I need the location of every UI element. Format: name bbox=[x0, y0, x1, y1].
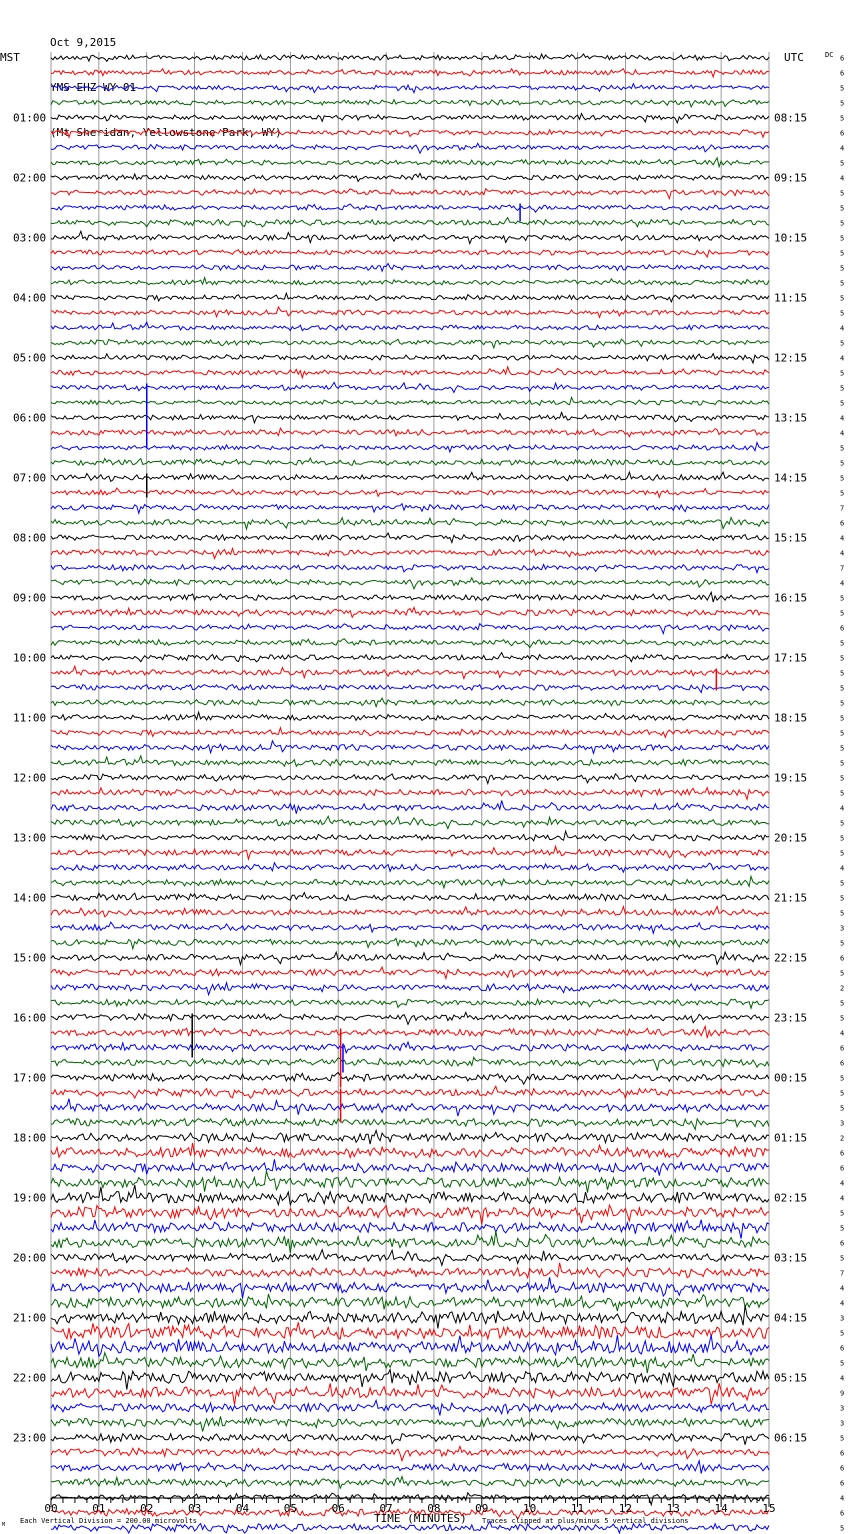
x-tick-label: 05 bbox=[283, 1502, 297, 1515]
trace-line bbox=[51, 1073, 769, 1085]
trace-line bbox=[51, 846, 769, 859]
hour-label-right: 11:15 bbox=[774, 291, 808, 305]
trace-line bbox=[51, 666, 769, 678]
dc-value: 4 bbox=[840, 354, 845, 363]
dc-value: 5 bbox=[840, 969, 845, 978]
trace-line bbox=[51, 1159, 769, 1175]
x-tick-label: 15 bbox=[762, 1502, 776, 1515]
dc-value: 5 bbox=[840, 114, 845, 123]
hour-label-right: 10:15 bbox=[774, 231, 808, 245]
dc-value: 4 bbox=[840, 144, 845, 153]
dc-value: 6 bbox=[840, 954, 845, 963]
trace-line bbox=[51, 84, 769, 93]
x-tick-label: 09 bbox=[475, 1502, 489, 1515]
trace-line bbox=[51, 922, 769, 933]
dc-value: 4 bbox=[840, 414, 845, 423]
trace-line bbox=[51, 1057, 769, 1070]
hour-label-right: 23:15 bbox=[774, 1011, 808, 1025]
x-tick-label: 03 bbox=[187, 1502, 202, 1515]
hour-label-right: 00:15 bbox=[774, 1071, 808, 1085]
hour-label-right: 01:15 bbox=[774, 1131, 808, 1145]
dc-value: 6 bbox=[840, 1239, 845, 1248]
x-tick-label: 04 bbox=[235, 1502, 250, 1515]
dc-value: 5 bbox=[840, 1329, 845, 1338]
dc-value: 6 bbox=[840, 1479, 845, 1488]
trace-line bbox=[51, 565, 769, 573]
trace-line bbox=[51, 518, 769, 529]
dc-label: DC bbox=[825, 51, 834, 59]
trace-line bbox=[51, 443, 769, 453]
dc-value: 4 bbox=[840, 174, 845, 183]
hour-label-left: 23:00 bbox=[13, 1431, 47, 1445]
dc-value: 6 bbox=[840, 1509, 845, 1518]
dc-value: 6 bbox=[840, 1464, 845, 1473]
hour-label-right: 19:15 bbox=[774, 771, 808, 785]
x-axis-title: TIME (MINUTES) bbox=[374, 1512, 467, 1525]
hour-label-left: 14:00 bbox=[13, 891, 47, 905]
dc-value: 5 bbox=[840, 789, 845, 798]
dc-value: 4 bbox=[840, 1029, 845, 1038]
trace-line bbox=[51, 639, 769, 648]
dc-value: 5 bbox=[840, 879, 845, 888]
trace-line bbox=[51, 1433, 769, 1445]
hour-label-right: 15:15 bbox=[774, 531, 808, 545]
dc-value: 5 bbox=[840, 309, 845, 318]
trace-line bbox=[51, 893, 769, 901]
hour-label-right: 18:15 bbox=[774, 711, 808, 725]
trace-line bbox=[51, 1477, 769, 1489]
hour-label-right: 17:15 bbox=[774, 651, 808, 665]
dc-value: 5 bbox=[840, 279, 845, 288]
trace-line bbox=[51, 1231, 769, 1253]
dc-value: 5 bbox=[840, 999, 845, 1008]
dc-value: 6 bbox=[840, 1059, 845, 1068]
trace-line bbox=[51, 1277, 769, 1298]
hour-label-right: 20:15 bbox=[774, 831, 808, 845]
trace-group bbox=[51, 54, 769, 1534]
hour-label-left: 21:00 bbox=[13, 1311, 47, 1325]
trace-line bbox=[51, 114, 769, 123]
dc-value: 6 bbox=[840, 1164, 845, 1173]
trace-line bbox=[51, 1446, 769, 1460]
trace-line bbox=[51, 278, 769, 286]
dc-value: 5 bbox=[840, 219, 845, 228]
trace-line bbox=[51, 354, 769, 363]
dc-value: 6 bbox=[840, 519, 845, 528]
hour-label-left: 09:00 bbox=[13, 591, 47, 605]
x-tick-label: 07 bbox=[379, 1502, 393, 1515]
dc-value: 7 bbox=[840, 564, 845, 573]
dc-value: 5 bbox=[840, 1074, 845, 1083]
hour-label-right: 12:15 bbox=[774, 351, 808, 365]
hour-label-right: 14:15 bbox=[774, 471, 808, 485]
hour-label-left: 10:00 bbox=[13, 651, 47, 665]
trace-line bbox=[51, 1012, 769, 1024]
trace-line bbox=[51, 1026, 769, 1038]
dc-value: 4 bbox=[840, 534, 845, 543]
trace-line bbox=[51, 907, 769, 917]
dc-value: 5 bbox=[840, 159, 845, 168]
hour-label-left: 16:00 bbox=[13, 1011, 47, 1025]
dc-value: 7 bbox=[840, 1269, 845, 1278]
trace-line bbox=[51, 712, 769, 720]
dc-value: 5 bbox=[840, 654, 845, 663]
dc-value: 5 bbox=[840, 744, 845, 753]
dc-value: 4 bbox=[840, 549, 845, 558]
trace-line bbox=[51, 1294, 769, 1311]
dc-value: 2 bbox=[840, 984, 845, 993]
hour-label-left: 02:00 bbox=[13, 171, 47, 185]
hour-label-left: 04:00 bbox=[13, 291, 47, 305]
dc-value: 5 bbox=[840, 234, 845, 243]
dc-value: 5 bbox=[840, 489, 845, 498]
trace-line bbox=[51, 999, 769, 1008]
trace-line bbox=[51, 264, 769, 272]
dc-value: 4 bbox=[840, 429, 845, 438]
trace-line bbox=[51, 741, 769, 754]
dc-value: 4 bbox=[840, 1179, 845, 1188]
dc-value: 5 bbox=[840, 1524, 845, 1533]
x-tick-label: 13 bbox=[666, 1502, 680, 1515]
trace-line bbox=[51, 69, 769, 77]
hour-label-right: 13:15 bbox=[774, 411, 808, 425]
dc-value: 4 bbox=[840, 1374, 845, 1383]
trace-line bbox=[51, 756, 769, 766]
dc-value: 3 bbox=[840, 1419, 845, 1428]
dc-value: 5 bbox=[840, 819, 845, 828]
trace-line bbox=[51, 1205, 769, 1224]
trace-line bbox=[51, 307, 769, 317]
trace-line bbox=[51, 533, 769, 543]
hour-label-left: 05:00 bbox=[13, 351, 47, 365]
dc-value: 5 bbox=[840, 84, 845, 93]
trace-line bbox=[51, 1143, 769, 1158]
dc-value: 5 bbox=[840, 1434, 845, 1443]
dc-value: 4 bbox=[840, 324, 845, 333]
dc-value: 5 bbox=[840, 594, 845, 603]
dc-value: 5 bbox=[840, 849, 845, 858]
dc-value: 5 bbox=[840, 729, 845, 738]
hour-label-right: 22:15 bbox=[774, 951, 808, 965]
station-code: YMS EHZ WY 01 bbox=[50, 81, 137, 94]
hour-label-right: 02:15 bbox=[774, 1191, 808, 1205]
dc-value: 5 bbox=[840, 774, 845, 783]
trace-line bbox=[51, 698, 769, 707]
hour-label-left: 07:00 bbox=[13, 471, 47, 485]
trace-line bbox=[51, 472, 769, 481]
left-timezone-label: MST bbox=[0, 51, 20, 64]
hour-label-left: 01:00 bbox=[13, 111, 47, 125]
dc-value: 5 bbox=[840, 714, 845, 723]
trace-line bbox=[51, 1263, 769, 1278]
dc-value: 5 bbox=[840, 444, 845, 453]
trace-line bbox=[51, 367, 769, 378]
trace-line bbox=[51, 983, 769, 995]
trace-line bbox=[51, 774, 769, 784]
hour-label-left: 19:00 bbox=[13, 1191, 47, 1205]
trace-line bbox=[51, 876, 769, 888]
hour-label-left: 17:00 bbox=[13, 1071, 47, 1085]
hour-label-left: 11:00 bbox=[13, 711, 47, 725]
dc-value: 5 bbox=[840, 669, 845, 678]
dc-value: 5 bbox=[840, 384, 845, 393]
dc-value: 7 bbox=[840, 504, 845, 513]
minute-grid bbox=[51, 52, 769, 1498]
dc-value: 5 bbox=[840, 1359, 845, 1368]
dc-value: 5 bbox=[840, 759, 845, 768]
dc-value: 6 bbox=[840, 54, 845, 63]
dc-value: 5 bbox=[840, 1014, 845, 1023]
trace-line bbox=[51, 685, 769, 693]
dc-value: 6 bbox=[840, 129, 845, 138]
hour-label-left: 08:00 bbox=[13, 531, 47, 545]
trace-line bbox=[51, 382, 769, 392]
trace-line bbox=[51, 1099, 769, 1116]
x-tick-label: 12 bbox=[618, 1502, 633, 1515]
dc-value: 5 bbox=[840, 1209, 845, 1218]
dc-value: 5 bbox=[840, 609, 845, 618]
trace-line bbox=[51, 831, 769, 841]
dc-value: 9 bbox=[840, 1389, 845, 1398]
trace-line bbox=[51, 100, 769, 107]
dc-value: 2 bbox=[840, 1134, 845, 1143]
trace-line bbox=[51, 231, 769, 243]
hour-label-left: 18:00 bbox=[13, 1131, 47, 1145]
dc-value: 5 bbox=[840, 834, 845, 843]
trace-line bbox=[51, 204, 769, 212]
trace-line bbox=[51, 1400, 769, 1415]
chart-date: Oct 9,2015 bbox=[50, 36, 117, 49]
trace-line bbox=[51, 1250, 769, 1266]
trace-line bbox=[51, 1322, 769, 1339]
hour-label-right: 09:15 bbox=[774, 171, 808, 185]
trace-line bbox=[51, 54, 769, 61]
trace-line bbox=[51, 863, 769, 872]
dc-value: 4 bbox=[840, 864, 845, 873]
x-tick-label: 14 bbox=[714, 1502, 728, 1515]
dc-value: 4 bbox=[840, 1194, 845, 1203]
dc-value: 6 bbox=[840, 1044, 845, 1053]
trace-line bbox=[51, 1220, 769, 1239]
trace-line bbox=[51, 1353, 769, 1373]
dc-value: 6 bbox=[840, 1344, 845, 1353]
trace-line bbox=[51, 488, 769, 497]
dc-value: 4 bbox=[840, 804, 845, 813]
trace-line bbox=[51, 1042, 769, 1053]
trace-line bbox=[51, 967, 769, 978]
trace-line bbox=[51, 322, 769, 331]
hour-label-right: 21:15 bbox=[774, 891, 808, 905]
trace-line bbox=[51, 607, 769, 617]
trace-line bbox=[51, 952, 769, 965]
dc-value: 5 bbox=[840, 204, 845, 213]
dc-value: 5 bbox=[840, 249, 845, 258]
hour-label-left: 13:00 bbox=[13, 831, 47, 845]
dc-value: 5 bbox=[840, 339, 845, 348]
dc-value: 5 bbox=[840, 699, 845, 708]
dc-value: 5 bbox=[840, 909, 845, 918]
trace-line bbox=[51, 143, 769, 153]
trace-line bbox=[51, 412, 769, 423]
trace-line bbox=[51, 728, 769, 738]
trace-line bbox=[51, 218, 769, 227]
trace-line bbox=[51, 397, 769, 405]
dc-value: 4 bbox=[840, 1299, 845, 1308]
dc-value: 5 bbox=[840, 399, 845, 408]
dc-value: 5 bbox=[840, 99, 845, 108]
hour-label-right: 04:15 bbox=[774, 1311, 808, 1325]
hour-label-right: 08:15 bbox=[774, 111, 808, 125]
hour-label-left: 06:00 bbox=[13, 411, 47, 425]
trace-line bbox=[51, 801, 769, 814]
x-tick-label: 11 bbox=[570, 1502, 585, 1515]
trace-line bbox=[51, 1370, 769, 1390]
dc-value: 5 bbox=[840, 1254, 845, 1263]
hour-label-left: 03:00 bbox=[13, 231, 47, 245]
dc-value: 3 bbox=[840, 1119, 845, 1128]
dc-value: 6 bbox=[840, 624, 845, 633]
vertical-division-note: Each Vertical Division = 200.00 microvolts bbox=[20, 1517, 198, 1525]
dc-value: 5 bbox=[840, 894, 845, 903]
dc-value: 3 bbox=[840, 924, 845, 933]
hour-label-right: 06:15 bbox=[774, 1431, 808, 1445]
trace-line bbox=[51, 1119, 769, 1130]
x-tick-label: 06 bbox=[331, 1502, 345, 1515]
trace-line bbox=[51, 1130, 769, 1144]
clip-note: Traces clipped at plus/minus 5 vertical divisions bbox=[482, 1517, 689, 1525]
trace-line bbox=[51, 1335, 769, 1356]
dc-value: 5 bbox=[840, 459, 845, 468]
station-location: (Mt Sheridan, Yellowstone Park, WY) bbox=[50, 126, 282, 139]
trace-line bbox=[51, 653, 769, 662]
trace-line bbox=[51, 1383, 769, 1405]
dc-value: 3 bbox=[840, 1404, 845, 1413]
dc-value: 5 bbox=[840, 1224, 845, 1233]
hour-label-left: 20:00 bbox=[13, 1251, 47, 1265]
trace-line bbox=[51, 1305, 769, 1328]
trace-line bbox=[51, 816, 769, 828]
x-tick-label: 02 bbox=[140, 1502, 154, 1515]
dc-value: 5 bbox=[840, 294, 845, 303]
dc-value: 5 bbox=[840, 684, 845, 693]
dc-value: 4 bbox=[840, 579, 845, 588]
trace-line bbox=[51, 173, 769, 181]
trace-line bbox=[51, 1185, 769, 1205]
x-tick-label: 08 bbox=[427, 1502, 441, 1515]
x-tick-label: 01 bbox=[92, 1502, 106, 1515]
dc-value: 6 bbox=[840, 1149, 845, 1158]
trace-line bbox=[51, 250, 769, 257]
trace-line bbox=[51, 1416, 769, 1431]
x-tick-label: 10 bbox=[523, 1502, 537, 1515]
hour-label-right: 05:15 bbox=[774, 1371, 808, 1385]
trace-line bbox=[51, 504, 769, 514]
trace-line bbox=[51, 458, 769, 465]
trace-line bbox=[51, 592, 769, 602]
corner-mark: M bbox=[2, 1522, 6, 1528]
trace-line bbox=[51, 578, 769, 589]
trace-line bbox=[51, 549, 769, 559]
trace-line bbox=[51, 158, 769, 167]
trace-line bbox=[51, 428, 769, 437]
trace-line bbox=[51, 293, 769, 302]
trace-line bbox=[51, 1086, 769, 1098]
dc-value: 6 bbox=[840, 1449, 845, 1458]
trace-line bbox=[51, 129, 769, 137]
trace-line bbox=[51, 189, 769, 199]
dc-value: 5 bbox=[840, 264, 845, 273]
trace-line bbox=[51, 788, 769, 800]
dc-value: 5 bbox=[840, 474, 845, 483]
dc-value: 5 bbox=[840, 639, 845, 648]
right-timezone-label: UTC bbox=[784, 51, 804, 64]
trace-line bbox=[51, 339, 769, 348]
dc-value: 6 bbox=[840, 69, 845, 78]
hour-label-left: 15:00 bbox=[13, 951, 47, 965]
hour-label-left: 12:00 bbox=[13, 771, 47, 785]
dc-value: 4 bbox=[840, 1284, 845, 1293]
x-tick-label: 00 bbox=[44, 1502, 58, 1515]
trace-line bbox=[51, 624, 769, 634]
dc-value: 5 bbox=[840, 1089, 845, 1098]
trace-line bbox=[51, 1461, 769, 1474]
dc-value: 5 bbox=[840, 189, 845, 198]
dc-value: 5 bbox=[840, 1104, 845, 1113]
dc-value: 4 bbox=[840, 1494, 845, 1503]
dc-value: 3 bbox=[840, 1314, 845, 1323]
hour-label-right: 16:15 bbox=[774, 591, 808, 605]
hour-label-right: 03:15 bbox=[774, 1251, 808, 1265]
hour-label-left: 22:00 bbox=[13, 1371, 47, 1385]
trace-line bbox=[51, 1171, 769, 1193]
trace-line bbox=[51, 938, 769, 948]
dc-value: 5 bbox=[840, 369, 845, 378]
dc-value: 5 bbox=[840, 939, 845, 948]
